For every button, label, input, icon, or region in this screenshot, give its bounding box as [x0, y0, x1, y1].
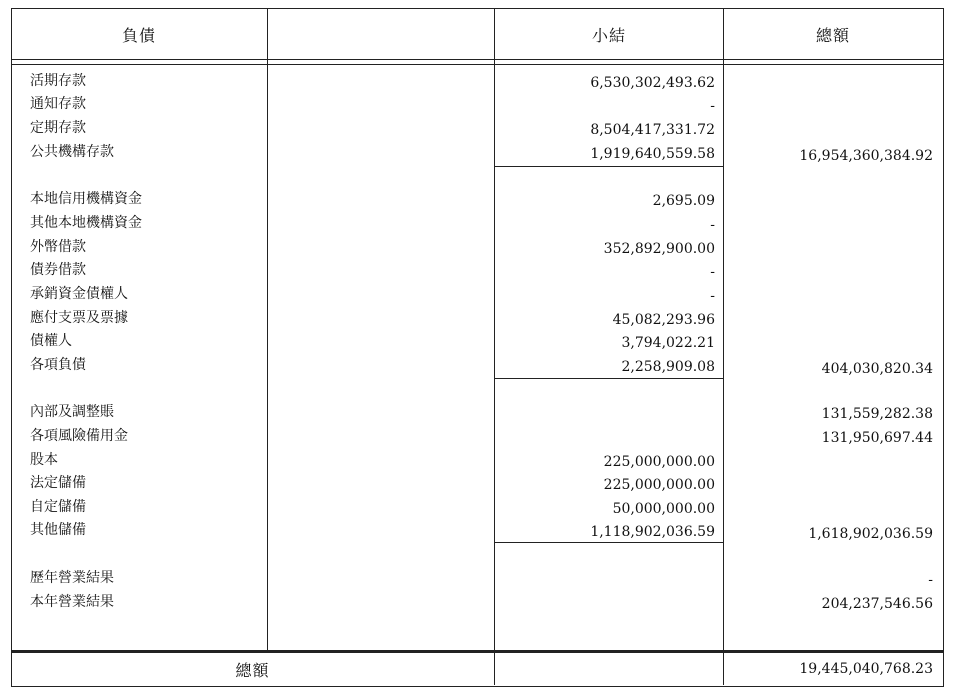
- footer-divider: [11, 650, 943, 653]
- footer-total-label: 總額: [235, 660, 270, 680]
- header-liabilities: 負債: [121, 25, 156, 45]
- group-separator-2: [494, 378, 723, 379]
- row-total: -: [928, 572, 933, 588]
- header-blank: [268, 8, 494, 60]
- row-label: 歷年營業結果: [30, 570, 114, 586]
- row-total: 1,618,902,036.59: [808, 526, 933, 542]
- row-subtotal: 8,504,417,331.72: [590, 122, 715, 138]
- row-subtotal: 6,530,302,493.62: [590, 75, 715, 91]
- row-label: 活期存款: [30, 73, 86, 89]
- row-label: 各項負債: [30, 357, 86, 373]
- row-label: 定期存款: [30, 120, 86, 136]
- row-label: 債權人: [30, 333, 72, 349]
- row-label: 應付支票及票據: [30, 310, 128, 326]
- row-subtotal: 45,082,293.96: [612, 312, 715, 328]
- column-divider-3: [723, 8, 724, 685]
- row-subtotal: 352,892,900.00: [603, 241, 715, 257]
- row-total: 204,237,546.56: [821, 596, 933, 612]
- row-total: 131,950,697.44: [821, 430, 933, 446]
- row-label: 外幣借款: [30, 239, 86, 255]
- row-label: 自定儲備: [30, 499, 86, 515]
- row-subtotal: 1,118,902,036.59: [590, 524, 715, 540]
- row-subtotal: 50,000,000.00: [612, 501, 715, 517]
- row-subtotal: -: [710, 288, 715, 304]
- row-subtotal: 3,794,022.21: [621, 335, 715, 351]
- row-label: 通知存款: [30, 96, 86, 112]
- footer-grand-total: 19,445,040,768.23: [799, 661, 933, 677]
- header-divider-inner: [11, 64, 943, 65]
- row-label: 法定儲備: [30, 475, 86, 491]
- row-subtotal: 1,919,640,559.58: [590, 146, 715, 162]
- row-label: 其他本地機構資金: [30, 215, 142, 231]
- header-total: 總額: [815, 25, 850, 45]
- row-subtotal: 225,000,000.00: [603, 477, 715, 493]
- row-label: 內部及調整賬: [30, 404, 114, 420]
- row-label: 公共機構存款: [30, 144, 114, 160]
- group-separator-3: [494, 542, 723, 543]
- group-separator-1: [494, 166, 723, 167]
- row-total: 404,030,820.34: [821, 361, 933, 377]
- row-label: 債券借款: [30, 262, 86, 278]
- row-total: 16,954,360,384.92: [799, 148, 933, 164]
- column-divider-1: [267, 8, 268, 652]
- row-label: 承銷資金債權人: [30, 286, 128, 302]
- row-label: 本年營業結果: [30, 594, 114, 610]
- column-divider-2: [494, 8, 495, 685]
- table-frame: [11, 8, 944, 687]
- row-label: 其他儲備: [30, 522, 86, 538]
- row-label: 股本: [30, 452, 58, 468]
- header-subtotal: 小結: [591, 25, 626, 45]
- row-subtotal: -: [710, 264, 715, 280]
- row-label: 本地信用機構資金: [30, 191, 142, 207]
- row-subtotal: 2,695.09: [652, 193, 715, 209]
- row-subtotal: -: [710, 98, 715, 114]
- row-subtotal: 225,000,000.00: [603, 454, 715, 470]
- row-label: 各項風險備用金: [30, 428, 128, 444]
- row-subtotal: -: [710, 217, 715, 233]
- row-subtotal: 2,258,909.08: [621, 359, 715, 375]
- row-total: 131,559,282.38: [821, 406, 933, 422]
